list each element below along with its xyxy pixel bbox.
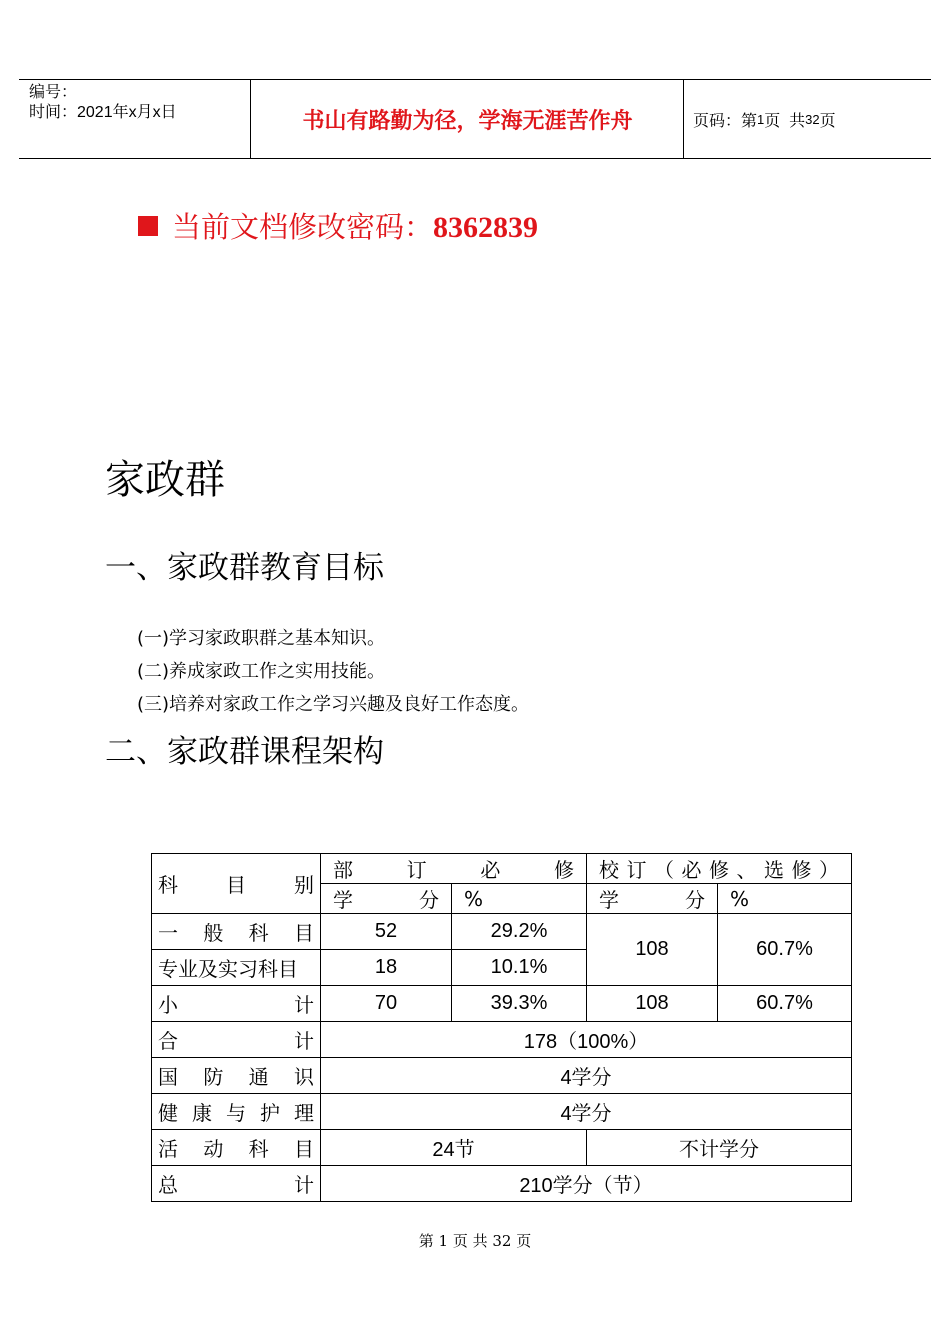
subtotal-school-credit: 108 xyxy=(587,986,718,1022)
header-meta xyxy=(19,80,251,158)
row-label-grand-total xyxy=(152,1166,321,1202)
section-heading-curriculum: 二、家政群课程架构 xyxy=(105,734,384,770)
goal-item: (二)养成家政工作之实用技能。 xyxy=(137,661,386,682)
row-label-health xyxy=(152,1094,321,1130)
password-value: 8362839 xyxy=(433,211,539,244)
goal-item: (三)培养对家政工作之学习兴趣及良好工作态度。 xyxy=(137,694,530,715)
spread-label: 科 目 别 xyxy=(158,873,314,897)
health-value: 4学分 xyxy=(321,1094,852,1130)
spread-label: 学 分 xyxy=(333,888,439,912)
col-subject-header xyxy=(152,854,321,914)
general-credit: 52 xyxy=(321,914,452,950)
professional-percent: 10.1% xyxy=(452,950,587,986)
subtotal-percent: 39.3% xyxy=(452,986,587,1022)
subtotal-credit: 70 xyxy=(321,986,452,1022)
spread-label: 国 防 通 识 xyxy=(158,1065,314,1089)
general-percent: 29.2% xyxy=(452,914,587,950)
section-heading-goals: 一、家政群教育目标 xyxy=(105,550,384,586)
page-total: 32 xyxy=(805,111,820,127)
document-time: 时间：2021年x月x日 xyxy=(29,104,177,121)
activity-note: 不计学分 xyxy=(587,1130,852,1166)
curriculum-table xyxy=(151,853,852,1202)
col-dept-required-header xyxy=(321,854,587,884)
school-percent: 60.7% xyxy=(718,914,852,986)
spread-label: 校 订 （ 必 修 、 选 修 ） xyxy=(599,858,839,882)
school-credit: 108 xyxy=(587,914,718,986)
row-label-professional: 专业及实习科目 xyxy=(152,950,321,986)
subtotal-school-percent: 60.7% xyxy=(718,986,852,1022)
spread-label: 活 动 科 目 xyxy=(158,1137,314,1161)
row-label-subtotal xyxy=(152,986,321,1022)
activity-value: 24节 xyxy=(321,1130,587,1166)
dept-percent-header: % xyxy=(452,884,587,914)
header-motto: 书山有路勤为径，学海无涯苦作舟 xyxy=(252,80,684,158)
row-label-general xyxy=(152,914,321,950)
total-value: 178（100%） xyxy=(321,1022,852,1058)
spread-label: 一 般 科 目 xyxy=(158,921,314,945)
goals-list xyxy=(137,622,529,721)
document-number-label: 编号： xyxy=(29,84,78,101)
spread-label: 学 分 xyxy=(599,888,705,912)
page-footer: 第 1 页 共 32 页 xyxy=(418,1232,532,1250)
spread-label: 健 康 与 护 理 xyxy=(158,1101,314,1125)
row-label-activity xyxy=(152,1130,321,1166)
page-current: 1 xyxy=(757,111,765,127)
row-label-defense xyxy=(152,1058,321,1094)
school-percent-header: % xyxy=(718,884,852,914)
goal-item: (一)学习家政职群之基本知识。 xyxy=(137,628,386,649)
col-school-header xyxy=(587,854,852,884)
school-credit-header xyxy=(587,884,718,914)
spread-label: 合 计 xyxy=(158,1029,314,1053)
dept-credit-header xyxy=(321,884,452,914)
document-title: 家政群 xyxy=(105,457,225,503)
document-header xyxy=(19,79,931,159)
professional-credit: 18 xyxy=(321,950,452,986)
spread-label: 小 计 xyxy=(158,993,314,1017)
password-line xyxy=(138,205,538,250)
row-label-total xyxy=(152,1022,321,1058)
bullet-square-icon xyxy=(138,216,158,236)
password-label: 当前文档修改密码： xyxy=(172,210,434,244)
spread-label: 总 计 xyxy=(158,1173,314,1197)
grand-total-value: 210学分（节） xyxy=(321,1166,852,1202)
defense-value: 4学分 xyxy=(321,1058,852,1094)
spread-label: 部 订 必 修 xyxy=(333,858,574,882)
header-page-info: 页码：第 1 页 共 32 页 xyxy=(693,111,836,130)
